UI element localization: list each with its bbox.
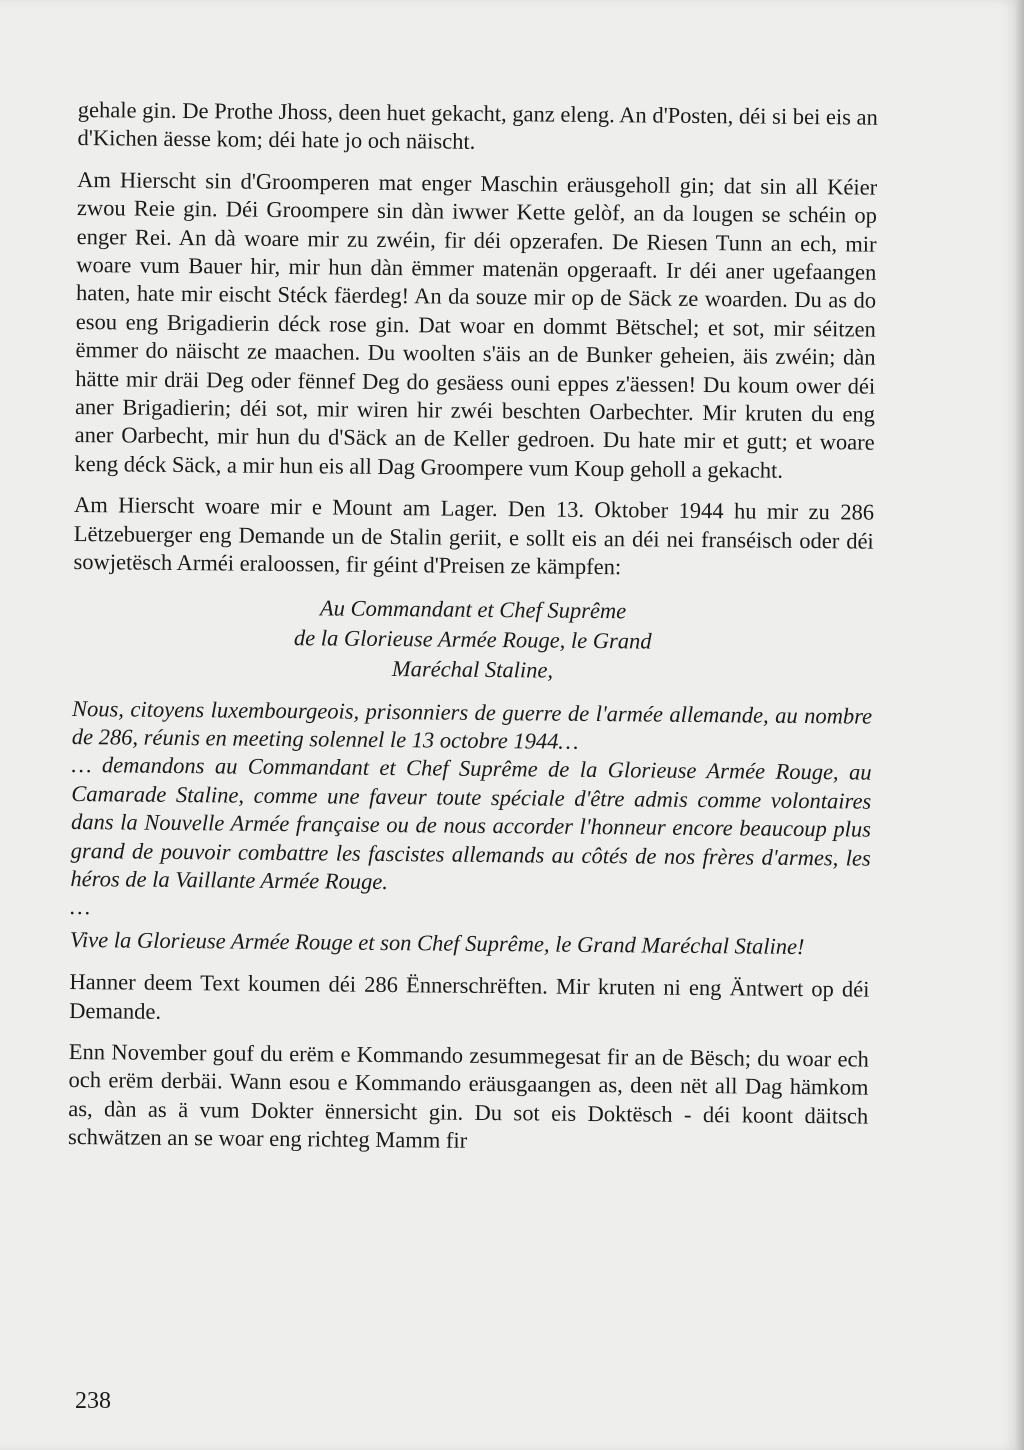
petition-ellipsis: … [70, 894, 91, 920]
page-edge-shadow [1016, 0, 1024, 1450]
petition-paragraph-1: Nous, citoyens luxembourgeois, prisonniers de guerre de l'armée allemande, au nombre de 286, réunis en meeting solennel le 13 octobre 1944… [71, 695, 873, 754]
salutation-line-1: Au Commandant et Chef Suprême [319, 594, 627, 623]
quoted-petition [70, 590, 873, 961]
page-number: 238 [75, 1388, 111, 1414]
petition-paragraph-2: … demandons au Commandant et Chef Suprême de la Glorieuse Armée Rouge, au Camarade Staline, comme une faveur toute spéciale d'être admis comme volontaires dans la Nouvelle Armée française ou de nous accorder l'honneur encore beaucoup plus grand de pouvoir combattre les fascistes allemands au côtés de nos frères d'armes, les héros de la Vaillante Armée Rouge. [70, 752, 872, 894]
salutation-line-2: de la Glorieuse Armée Rouge, le Grand [293, 624, 652, 654]
paragraph-4: Hanner deem Text koumen déi 286 Ënnerschrëften. Mir kruten ni eng Äntwert op déi Demande. [69, 969, 870, 1024]
page-body-text [68, 96, 878, 1172]
paragraph-2: Am Hierscht sin d'Groomperen mat enger Maschin eräusgeholl gin; dat sin all Kéier zwou Reie gin. Déi Groompere sin dàn iwwer Kette gelòf, an da lougen se schéin op enger Rei. An dà woare mir zu zwéin, fir déi opzerafen. De Riesen Tunn an ech, mir woare vum Bauer hir, mir hun dàn ëmmer matenän opgeraaft. Ir déi aner ugefaangen haten, hate mir eischt Stéck fäerdeg! An da souze mir op de Säck ze woarden. Du as do esou eng Brigadierin déck rose gin. Dat woar en dommt Bëtschel; et sot, mir séitzen ëmmer do näischt ze maachen. Du woolten s'äis an de Bunker geheien, äis zwéin; dàn hätte mir dräi Deg oder fënnef Deg do gesäess ouni eppes z'äessen! Du koum ower déi aner Brigadierin; déi sot, mir wiren hir zwéi beschten Oarbechter. Mir kruten du eng aner Oarbecht, mir hun du d'Säck an de Keller gedroen. Du hate mir et gutt; et woare keng déck Säck, a mir hun eis all Dag Groompere vum Koup geholl a gekacht. [74, 166, 878, 483]
salutation-line-3: Maréchal Staline, [391, 655, 554, 683]
paragraph-1: gehale gin. De Prothe Jhoss, deen huet gekacht, ganz eleng. An d'Posten, déi si bei eis an d'Kichen äesse kom; déi hate jo och näischt. [77, 96, 878, 155]
paragraph-3: Am Hierscht woare mir e Mount am Lager. Den 13. Oktober 1944 hu mir zu 286 Lëtzebuerger eng Demande un de Stalin geriit, e sollt eis an déi nei franséisch oder déi sowjetësch Arméi eraloossen, fir géint d'Preisen ze kämpfen: [73, 492, 875, 580]
petition-salutation [72, 590, 873, 688]
paragraph-5: Enn November gouf du erëm e Kommando zesummegesat fir an de Bësch; du woar ech och erëm derbäi. Wann esou e Kommando eräusgaangen as, deen nët all Dag hämkom as, dàn as ä vum Dokter ënnersicht gin. Du sot eis Doktësch - déi koont däitsch schwätzen an se woar eng richteg Mamm fir [67, 1038, 869, 1153]
petition-closing: Vive la Glorieuse Armée Rouge et son Chef Suprême, le Grand Maréchal Staline! [69, 926, 805, 959]
